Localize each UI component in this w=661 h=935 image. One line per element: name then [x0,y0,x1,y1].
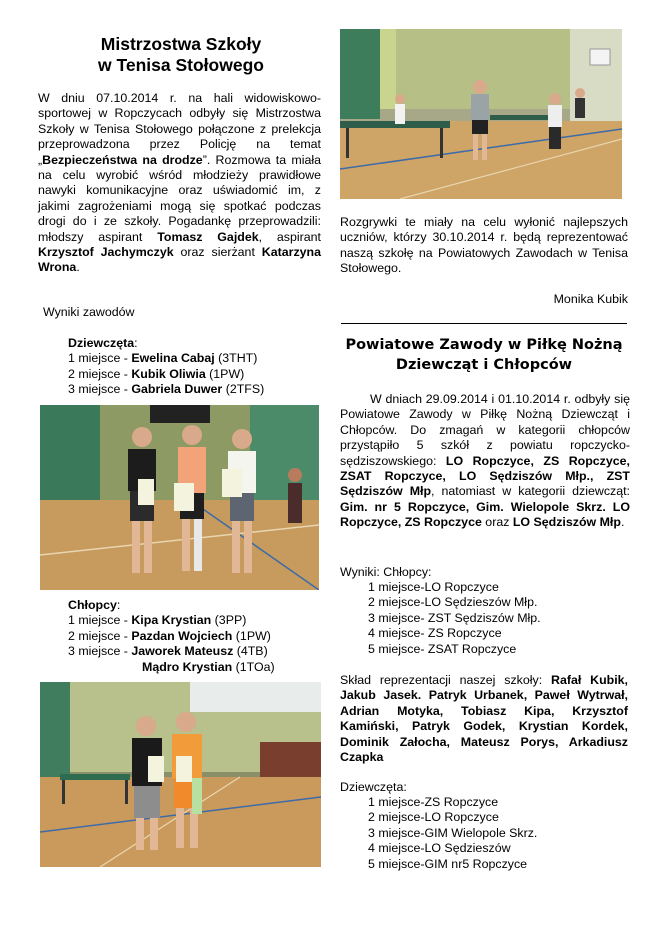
football-text: W dniach 29.09.2014 i 01.10.2014 r. odbyły się Powiatowe Zawody w Piłkę Nożną Dziewcząt i Chłopców. Do zmagań w kategorii chłopców przystąpiło 5 szkół z powiatu ropczycko-sędziszowskiego: [340,392,630,468]
football-girls-row: 2 miejsce-LO Ropczyce [368,810,499,825]
football-title-line2: Dziewcząt i Chłopców [395,357,573,373]
officer-name: Tomasz Gajdek [157,229,259,244]
intro-topic: Bezpieczeństwa na drodze [42,152,203,167]
football-text: , natomiast w kategorii dziewcząt: [431,484,630,499]
results-label: Wyniki zawodów [43,305,135,319]
table-tennis-caption: Rozgrywki te miały na celu wyłonić najlepszych uczniów, którzy 30.10.2014 r. będą reprezentować naszą szkołę na Powiatowych Zawodach w Tenisa Stołowego. [340,215,628,276]
girls-row: 3 miejsce - Gabriela Duwer (2TFS) [68,382,265,397]
girls-results [68,336,264,398]
girls-row: 2 miejsce - Kubik Oliwia (1PW) [68,366,245,381]
football-boys-row: 3 miejsce- ZST Sędziszów Młp. [368,610,541,625]
boys-row-extra: Mądro Krystian (1TOa) [142,659,275,674]
football-girls-row: 4 miejsce-LO Sędzieszów [368,841,511,856]
football-girls-row: 3 miejsce-GIM Wielopole Skrz. [368,825,538,840]
boys-results [68,598,275,675]
football-boys-row: 4 miejsce- ZS Ropczyce [368,626,502,641]
intro-text: ”. Rozmowa ta miała na celu wyrobić wśród młodzieży prawidłowe nawyki komunikacyjne oraz uświadomić im, z jakimi zagrożeniami mogą się spotkać podczas drogi do i ze szkoły. Pogadankę przeprowadzili: młodszy aspirant [38,152,321,244]
article-title [38,34,324,76]
section-divider [341,323,627,324]
football-girls-row: 5 miejsce-GIM nr5 Ropczyce [368,856,528,871]
football-text: oraz [481,515,513,530]
football-title [338,335,630,375]
table-tennis-match-photo [340,29,622,199]
girls-schools: Gim. nr 5 Ropczyce, Gim. Wielopole Skrz. LO Ropczyce, ZS Ropczyce [340,499,630,530]
intro-text: . [76,260,80,275]
boys-schools: LO Ropczyce, ZS Ropczyce, ZSAT Ropczyce, LO Sędziszów Młp., ZST Sędziszów Młp [340,453,630,499]
intro-text: W dniu 07.10.2014 r. na hali widowiskowo-sportowej w Ropczycach odbyły się Mistrzostwa Szkoły w Tenisa Stołowego połączone z prelekcja przeprowadzona przez Policję na temat „ [38,91,321,167]
intro-text: , aspirant [258,229,321,244]
football-boys-results [368,580,541,657]
football-title-line1: Powiatowe Zawody w Piłkę Nożną [345,337,623,353]
boys-row: 2 miejsce - Pazdan Wojciech (1PW) [68,628,271,643]
intro-paragraph [38,91,321,276]
boys-row: 1 miejsce - Kipa Krystian (3PP) [68,613,247,628]
author: Monika Kubik [553,292,628,306]
football-girls-row: 1 miejsce-ZS Ropczyce [368,795,499,809]
officer-name: Katarzyna Wrona [38,245,321,275]
girls-winners-photo [40,405,319,590]
football-intro [340,392,630,531]
girls-schools: LO Sędziszów Młp [512,515,621,530]
girls-results-label: Dziewczęta: [340,780,407,794]
boys-results-label: Wyniki: Chłopcy: [340,565,432,579]
article-title-line2: w Tenisa Stołowego [98,55,264,75]
team-players: Rafał Kubik, Jakub Jasek. Patryk Urbanek, Paweł Wytrwał, Adrian Motyka, Tobiasz Kipa, Krzysztof Kamiński, Patryk Godek, Krystian Kordek, Dominik Załocha, Mateusz Porys, Arkadiusz Czapka [340,673,629,765]
girls-heading: Dziewczęta: [68,336,138,350]
football-text: . [620,515,625,530]
boys-heading: Chłopcy: [68,598,121,612]
girls-row: 1 miejsce - Ewelina Cabaj (3THT) [68,351,258,366]
officer-name: Krzysztof Jachymczyk [38,245,174,260]
football-girls-results [368,795,537,872]
boys-winners-photo [40,682,321,867]
team-roster [340,673,628,765]
football-boys-row: 5 miejsce- ZSAT Ropczyce [368,641,517,656]
article-title-line1: Mistrzostwa Szkoły [100,34,262,54]
football-boys-row: 2 miejsce-LO Sędzieszów Młp. [368,595,538,610]
team-label: Skład reprezentacji naszej szkoły: [340,673,551,687]
boys-row: 3 miejsce - Jaworek Mateusz (4TB) [68,644,268,659]
intro-text: oraz sierżant [173,245,262,260]
football-boys-row: 1 miejsce-LO Ropczyce [368,580,499,594]
